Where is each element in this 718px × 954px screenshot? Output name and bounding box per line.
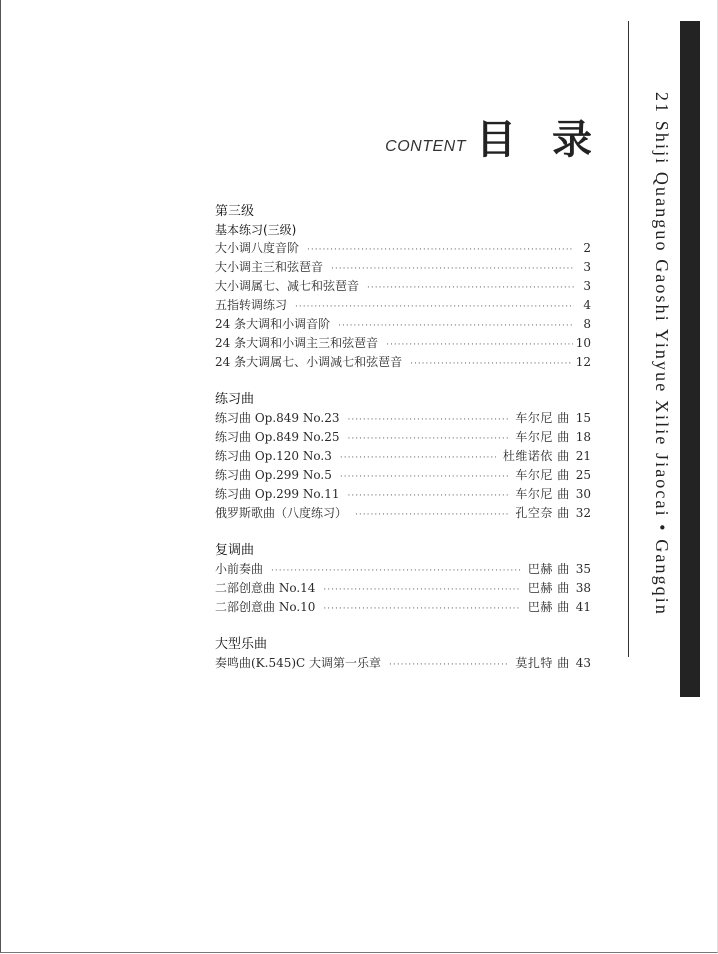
toc-entry[interactable]: [215, 409, 591, 428]
entry-title: 练习曲 Op.299 No.11: [215, 487, 340, 501]
toc-entry[interactable]: [215, 277, 591, 296]
entry-composer: 巴赫 曲: [527, 562, 570, 576]
heading-english: CONTENT: [385, 138, 466, 155]
section-title: 练习曲: [215, 392, 255, 407]
entry-page-number: 3: [583, 279, 591, 293]
toc-entry[interactable]: [215, 504, 591, 523]
dot-leader: [347, 411, 508, 430]
entry-title: 大小调主三和弦琶音: [215, 260, 324, 274]
toc-section: [215, 635, 591, 673]
entry-title: 24 条大调和小调音阶: [215, 317, 331, 331]
entry-page-number: 38: [575, 581, 591, 595]
entry-page-number: 2: [583, 241, 591, 255]
entry-composer: 车尔尼 曲: [515, 411, 570, 425]
dot-leader: [389, 656, 508, 675]
entry-page-number: 35: [575, 562, 591, 576]
entry-composer: 巴赫 曲: [527, 600, 570, 614]
dot-leader: [323, 581, 520, 600]
toc-section: [215, 541, 591, 617]
dot-leader: [340, 449, 496, 468]
entry-title: 五指转调练习: [215, 298, 288, 312]
entry-title: 24 条大调和小调主三和弦琶音: [215, 336, 379, 350]
entry-title: 俄罗斯歌曲（八度练习）: [215, 506, 348, 520]
toc-entry[interactable]: [215, 485, 591, 504]
toc-entry[interactable]: [215, 447, 591, 466]
dot-leader: [307, 241, 574, 260]
section-title: 大型乐曲: [215, 637, 268, 652]
toc-entry[interactable]: [215, 239, 591, 258]
entry-title: 大小调八度音阶: [215, 241, 300, 255]
toc-entry[interactable]: [215, 654, 591, 673]
section-subtitle: 基本练习(三级): [215, 223, 297, 237]
section-title: 第三级: [215, 204, 255, 219]
toc-section: [215, 390, 591, 523]
toc-entry[interactable]: [215, 466, 591, 485]
entry-page-number: 30: [575, 487, 591, 501]
side-rule: [628, 21, 629, 657]
dot-leader: [340, 468, 509, 487]
table-of-contents: [215, 202, 591, 691]
toc-entry[interactable]: [215, 258, 591, 277]
entry-composer: 车尔尼 曲: [515, 487, 570, 501]
toc-entry[interactable]: [215, 579, 591, 598]
entry-page-number: 10: [575, 336, 591, 350]
entry-title: 奏鸣曲(K.545)C 大调第一乐章: [215, 656, 382, 670]
dot-leader: [355, 506, 508, 525]
entry-page-number: 25: [575, 468, 591, 482]
entry-title: 练习曲 Op.299 No.5: [215, 468, 332, 482]
entry-title: 大小调属七、减七和弦琶音: [215, 279, 360, 293]
entry-page-number: 15: [575, 411, 591, 425]
toc-entry[interactable]: [215, 353, 591, 372]
heading-chinese: 目录: [476, 117, 628, 163]
dot-leader: [331, 260, 574, 279]
toc-entry[interactable]: [215, 428, 591, 447]
entry-composer: 莫扎特 曲: [515, 656, 570, 670]
entry-page-number: 43: [575, 656, 591, 670]
entry-title: 24 条大调属七、小调减七和弦琶音: [215, 355, 403, 369]
entry-page-number: 32: [575, 506, 591, 520]
series-title: 21 Shiji Quanguo Gaoshi Yinyue Xilie Jiaocai • Gangqin: [652, 92, 672, 616]
entry-page-number: 3: [583, 260, 591, 274]
entry-title: 练习曲 Op.849 No.23: [215, 411, 340, 425]
entry-title: 练习曲 Op.120 No.3: [215, 449, 332, 463]
dot-leader: [295, 298, 574, 317]
entry-composer: 巴赫 曲: [527, 581, 570, 595]
entry-title: 小前奏曲: [215, 562, 264, 576]
dot-leader: [323, 600, 520, 619]
entry-composer: 车尔尼 曲: [515, 468, 570, 482]
dot-leader: [347, 487, 508, 506]
entry-composer: 车尔尼 曲: [515, 430, 570, 444]
toc-entry[interactable]: [215, 598, 591, 617]
entry-page-number: 21: [575, 449, 591, 463]
entry-page-number: 4: [583, 298, 591, 312]
entry-page-number: 8: [583, 317, 591, 331]
entry-page-number: 12: [575, 355, 591, 369]
toc-section: [215, 202, 591, 372]
dot-leader: [386, 336, 573, 355]
entry-composer: 孔空奈 曲: [515, 506, 570, 520]
section-title: 复调曲: [215, 543, 255, 558]
entry-title: 练习曲 Op.849 No.25: [215, 430, 340, 444]
dot-leader: [410, 355, 573, 374]
toc-heading: [385, 117, 628, 163]
toc-entry[interactable]: [215, 334, 591, 353]
toc-entry[interactable]: [215, 296, 591, 315]
entry-page-number: 41: [575, 600, 591, 614]
entry-composer: 杜维诺依 曲: [502, 449, 570, 463]
side-bar: [680, 21, 700, 697]
entry-title: 二部创意曲 No.10: [215, 600, 316, 614]
entry-page-number: 18: [575, 430, 591, 444]
dot-leader: [347, 430, 508, 449]
entry-title: 二部创意曲 No.14: [215, 581, 316, 595]
toc-entry[interactable]: [215, 560, 591, 579]
toc-entry[interactable]: [215, 315, 591, 334]
dot-leader: [367, 279, 574, 298]
